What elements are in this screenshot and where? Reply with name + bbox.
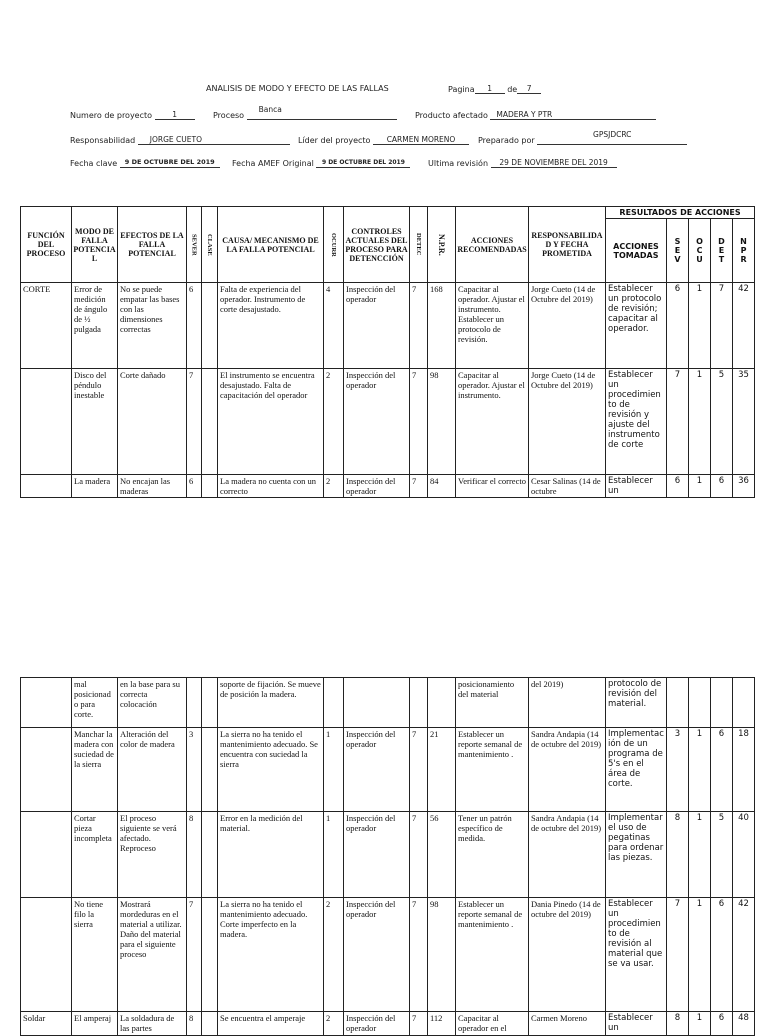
fmea-table-bottom xyxy=(20,677,755,1036)
cell-npr xyxy=(428,678,456,728)
cell-severity: 7 xyxy=(187,898,202,1012)
col-result-det: D E T xyxy=(711,219,733,283)
cell-detection: 7 xyxy=(410,475,428,498)
col-severity xyxy=(187,207,202,283)
col-occurrence xyxy=(324,207,344,283)
cell-result-occ: 1 xyxy=(689,1012,711,1036)
cell-failure-mode: Error de medición de ángulo de ½ pulgada xyxy=(72,283,118,369)
cell-controls: Inspección del operador xyxy=(344,898,410,1012)
col-npr-label: N.P.R. xyxy=(437,233,446,256)
cell-cause: El instrumento se encuentra desajustado. Falta de capacitación del operador xyxy=(218,369,324,475)
col-failure-mode: MODO DE FALLA POTENCIAL xyxy=(72,207,118,283)
cell-result-sev: 8 xyxy=(667,812,689,898)
cell-detection: 7 xyxy=(410,369,428,475)
cell-failure-mode: La madera xyxy=(72,475,118,498)
col-function: FUNCIÓN DEL PROCESO xyxy=(21,207,72,283)
cell-result-npr: 40 xyxy=(733,812,755,898)
cell-controls: Inspección del operador xyxy=(344,369,410,475)
cell-result-sev: 6 xyxy=(667,475,689,498)
cell-detection xyxy=(410,678,428,728)
responsibility-value: JORGE CUETO xyxy=(138,135,290,145)
cell-actions: Capacitar al operador. Ajustar el instrumento. Establecer un protocolo de revisión. xyxy=(456,283,529,369)
cell-cause: soporte de fijación. Se mueve de posición la madera. xyxy=(218,678,324,728)
cell-actions: Tener un patrón específico de medida. xyxy=(456,812,529,898)
cell-occurrence: 2 xyxy=(324,898,344,1012)
cell-controls: Inspección del operador xyxy=(344,475,410,498)
cell-npr: 98 xyxy=(428,369,456,475)
project-label: Numero de proyecto xyxy=(70,111,153,120)
cell-result-npr: 18 xyxy=(733,728,755,812)
fmea-table-top xyxy=(20,206,755,498)
cell-responsibility: del 2019) xyxy=(529,678,606,728)
cell-actions-taken: Establecer un protocolo de revisión; capacitar al operador. xyxy=(606,283,667,369)
cell-result-npr xyxy=(733,678,755,728)
col-responsibility: RESPONSABILIDAD Y FECHA PROMETIDA xyxy=(529,207,606,283)
cell-detection: 7 xyxy=(410,283,428,369)
last-revision-value: 29 DE NOVIEMBRE DEL 2019 xyxy=(491,158,617,168)
cell-detection: 7 xyxy=(410,812,428,898)
cell-controls: Inspección del operador xyxy=(344,283,410,369)
cell-failure-mode: Manchar la madera con suciedad de la sierra xyxy=(72,728,118,812)
cell-actions: Establecer un reporte semanal de mantenimiento . xyxy=(456,728,529,812)
leader-label: Líder del proyecto xyxy=(298,136,371,145)
cell-actions: posicionamiento del material xyxy=(456,678,529,728)
cell-cause: Falta de experiencia del operador. Instrumento de corte desajustado. xyxy=(218,283,324,369)
table-header-row xyxy=(21,207,755,219)
cell-severity: 8 xyxy=(187,812,202,898)
prepared-value xyxy=(537,130,687,145)
leader-field xyxy=(298,135,469,145)
cell-actions-taken: Establecer un procedimiento de revisión y ajuste del instrumento de corte xyxy=(606,369,667,475)
process-label: Proceso xyxy=(213,111,245,120)
process-value xyxy=(247,105,397,120)
prepared-field xyxy=(478,130,687,145)
cell-occurrence: 4 xyxy=(324,283,344,369)
col-result-sev: S E V xyxy=(667,219,689,283)
cell-responsibility: Carmen Moreno xyxy=(529,1012,606,1036)
cell-result-npr: 48 xyxy=(733,1012,755,1036)
cell-result-occ: 1 xyxy=(689,812,711,898)
cell-controls xyxy=(344,678,410,728)
col-occurrence-label: OCURR xyxy=(330,232,337,257)
cell-class xyxy=(202,283,218,369)
cell-result-sev: 7 xyxy=(667,898,689,1012)
cell-npr: 56 xyxy=(428,812,456,898)
table-body-top xyxy=(21,283,755,498)
cell-responsibility: Cesar Salinas (14 de octubre xyxy=(529,475,606,498)
table-row xyxy=(21,812,755,898)
col-npr xyxy=(428,207,456,283)
cell-result-sev: 6 xyxy=(667,283,689,369)
leader-value: CARMEN MORENO xyxy=(373,135,469,145)
cell-responsibility: Sandra Andapia (14 de octubre del 2019) xyxy=(529,728,606,812)
prepared-label: Preparado por xyxy=(478,136,535,145)
cell-severity: 7 xyxy=(187,369,202,475)
cell-result-det: 6 xyxy=(711,1012,733,1036)
cell-class xyxy=(202,369,218,475)
cell-actions-taken: Establecer un xyxy=(606,1012,667,1036)
cell-class xyxy=(202,898,218,1012)
cell-occurrence: 2 xyxy=(324,1012,344,1036)
cell-function: Soldar xyxy=(21,1012,72,1036)
col-actions-taken: ACCIONES TOMADAS xyxy=(606,219,667,283)
cell-severity: 8 xyxy=(187,1012,202,1036)
cell-result-sev xyxy=(667,678,689,728)
cell-actions-taken: protocolo de revisión del material. xyxy=(606,678,667,728)
cell-result-occ: 1 xyxy=(689,369,711,475)
cell-result-npr: 35 xyxy=(733,369,755,475)
document-title: ANALISIS DE MODO Y EFECTO DE LAS FALLAS xyxy=(206,84,389,93)
cell-failure-mode: mal posicionado para corte. xyxy=(72,678,118,728)
prepared-text: GPSJDCRC xyxy=(593,130,632,139)
product-field xyxy=(415,110,656,120)
cell-npr: 84 xyxy=(428,475,456,498)
cell-result-det: 5 xyxy=(711,812,733,898)
cell-responsibility: Jorge Cueto (14 de Octubre del 2019) xyxy=(529,283,606,369)
amef-date-field xyxy=(232,158,410,168)
cell-occurrence: 1 xyxy=(324,728,344,812)
cell-effect: Mostrará mordeduras en el material a utilizar. Daño del material para el siguiente proceso xyxy=(118,898,187,1012)
cell-controls: Inspección del operador xyxy=(344,728,410,812)
col-results: RESULTADOS DE ACCIONES xyxy=(606,207,755,219)
page-number: 1 xyxy=(475,84,505,94)
table-body-bottom xyxy=(21,678,755,1036)
col-actions: ACCIONES RECOMENDADAS xyxy=(456,207,529,283)
amef-date-value: 9 DE OCTUBRE DEL 2019 xyxy=(316,158,410,168)
cell-result-npr: 42 xyxy=(733,898,755,1012)
cell-npr: 112 xyxy=(428,1012,456,1036)
cell-actions: Verificar el correcto xyxy=(456,475,529,498)
cell-failure-mode: Cortar pieza incompleta xyxy=(72,812,118,898)
col-class-label: CLASE xyxy=(206,233,213,256)
cell-responsibility: Dania Pinedo (14 de octubre del 2019) xyxy=(529,898,606,1012)
key-date-label: Fecha clave xyxy=(70,159,118,168)
cell-cause: La madera no cuenta con un correcto xyxy=(218,475,324,498)
table-row xyxy=(21,678,755,728)
cell-detection: 7 xyxy=(410,1012,428,1036)
key-date-field xyxy=(70,158,220,168)
cell-function xyxy=(21,369,72,475)
cell-actions: Establecer un reporte semanal de mantenimiento . xyxy=(456,898,529,1012)
table-row xyxy=(21,283,755,369)
cell-effect: El proceso siguiente se verá afectado. Reproceso xyxy=(118,812,187,898)
responsibility-field xyxy=(70,135,290,145)
cell-actions-taken: Establecer un xyxy=(606,475,667,498)
cell-result-occ: 1 xyxy=(689,475,711,498)
cell-cause: La sierra no ha tenido el mantenimiento adecuado. Se encuentra con suciedad la sierra xyxy=(218,728,324,812)
table-row xyxy=(21,898,755,1012)
cell-actions: Capacitar al operador. Ajustar el instrumento. xyxy=(456,369,529,475)
cell-result-det: 6 xyxy=(711,898,733,1012)
cell-class xyxy=(202,728,218,812)
cell-controls: Inspección del operador xyxy=(344,1012,410,1036)
cell-actions-taken: Establecer un procedimiento de revisión al material que se va usar. xyxy=(606,898,667,1012)
col-effects: EFECTOS DE LA FALLA POTENCIAL xyxy=(118,207,187,283)
cell-cause: Se encuentra el amperaje xyxy=(218,1012,324,1036)
cell-effect: Corte dañado xyxy=(118,369,187,475)
cell-actions-taken: Implementar el uso de pegatinas para ordenar las piezas. xyxy=(606,812,667,898)
cell-function xyxy=(21,678,72,728)
cell-failure-mode: No tiene filo la sierra xyxy=(72,898,118,1012)
table-row xyxy=(21,475,755,498)
cell-result-det: 7 xyxy=(711,283,733,369)
cell-result-npr: 42 xyxy=(733,283,755,369)
cell-npr: 98 xyxy=(428,898,456,1012)
col-controls: CONTROLES ACTUALES DEL PROCESO PARA DETENCCIÓN xyxy=(344,207,410,283)
table-row xyxy=(21,369,755,475)
product-value: MADERA Y PTR xyxy=(490,110,656,120)
cell-function xyxy=(21,812,72,898)
cell-cause: Error en la medición del material. xyxy=(218,812,324,898)
cell-failure-mode: El amperaj xyxy=(72,1012,118,1036)
last-revision-label: Ultima revisión xyxy=(428,159,489,168)
cell-effect: La soldadura de las partes xyxy=(118,1012,187,1036)
cell-result-sev: 8 xyxy=(667,1012,689,1036)
process-field xyxy=(213,105,397,120)
cell-severity: 6 xyxy=(187,283,202,369)
cell-class xyxy=(202,475,218,498)
cell-cause: La sierra no ha tenido el mantenimiento adecuado. Corte imperfecto en la madera. xyxy=(218,898,324,1012)
page-label: Pagina xyxy=(448,85,475,94)
cell-result-npr: 36 xyxy=(733,475,755,498)
cell-npr: 21 xyxy=(428,728,456,812)
cell-effect: en la base para su correcta colocación xyxy=(118,678,187,728)
col-result-occ: O C U xyxy=(689,219,711,283)
key-date-value: 9 DE OCTUBRE DEL 2019 xyxy=(120,158,220,168)
table-row xyxy=(21,728,755,812)
cell-occurrence: 2 xyxy=(324,475,344,498)
col-detection xyxy=(410,207,428,283)
cell-class xyxy=(202,812,218,898)
cell-function xyxy=(21,728,72,812)
cell-severity xyxy=(187,678,202,728)
page-total: 7 xyxy=(517,84,541,94)
cell-result-det: 6 xyxy=(711,475,733,498)
cell-detection: 7 xyxy=(410,728,428,812)
cell-responsibility: Sandra Andapia (14 de octubre del 2019) xyxy=(529,812,606,898)
last-revision-field xyxy=(428,158,617,168)
cell-actions-taken: Implementación de un programa de 5's en el área de corte. xyxy=(606,728,667,812)
col-class xyxy=(202,207,218,283)
project-number xyxy=(70,110,195,120)
cell-severity: 3 xyxy=(187,728,202,812)
cell-result-occ: 1 xyxy=(689,728,711,812)
cell-result-occ: 1 xyxy=(689,898,711,1012)
cell-controls: Inspección del operador xyxy=(344,812,410,898)
cell-occurrence: 1 xyxy=(324,812,344,898)
cell-function xyxy=(21,475,72,498)
cell-result-occ: 1 xyxy=(689,283,711,369)
cell-result-det xyxy=(711,678,733,728)
cell-function xyxy=(21,898,72,1012)
cell-result-occ xyxy=(689,678,711,728)
cell-result-sev: 3 xyxy=(667,728,689,812)
cell-npr: 168 xyxy=(428,283,456,369)
page-of-label: de xyxy=(507,85,518,94)
cell-class xyxy=(202,678,218,728)
cell-failure-mode: Disco del péndulo inestable xyxy=(72,369,118,475)
col-result-npr: N P R xyxy=(733,219,755,283)
cell-actions: Capacitar al operador en el xyxy=(456,1012,529,1036)
cell-function: CORTE xyxy=(21,283,72,369)
cell-effect: No se puede empatar las bases con las dimensiones correctas xyxy=(118,283,187,369)
cell-effect: Alteración del color de madera xyxy=(118,728,187,812)
cell-occurrence: 2 xyxy=(324,369,344,475)
page-indicator xyxy=(448,84,541,94)
process-text: Banca xyxy=(258,105,282,114)
responsibility-label: Responsabilidad xyxy=(70,136,136,145)
cell-result-det: 5 xyxy=(711,369,733,475)
col-detection-label: DETEC xyxy=(415,233,422,256)
cell-detection: 7 xyxy=(410,898,428,1012)
col-severity-label: SEVER xyxy=(190,233,198,256)
cell-effect: No encajan las maderas xyxy=(118,475,187,498)
cell-responsibility: Jorge Cueto (14 de Octubre del 2019) xyxy=(529,369,606,475)
product-label: Producto afectado xyxy=(415,111,488,120)
amef-date-label: Fecha AMEF Original xyxy=(232,159,314,168)
cell-result-sev: 7 xyxy=(667,369,689,475)
col-cause: CAUSA/ MECANISMO DE LA FALLA POTENCIAL xyxy=(218,207,324,283)
cell-occurrence xyxy=(324,678,344,728)
project-number-value: 1 xyxy=(155,110,195,120)
cell-result-det: 6 xyxy=(711,728,733,812)
cell-severity: 6 xyxy=(187,475,202,498)
